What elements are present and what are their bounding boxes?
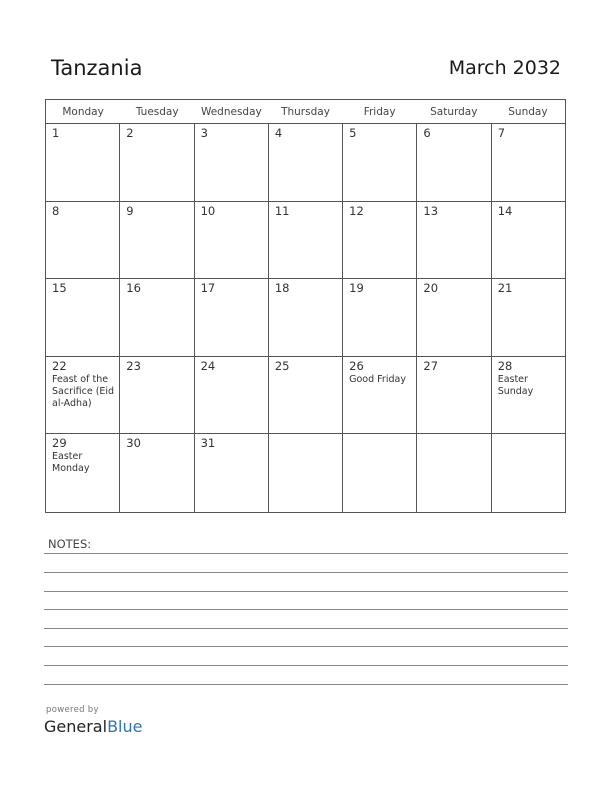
note-line bbox=[44, 628, 568, 629]
day-cell bbox=[120, 202, 194, 279]
day-cell bbox=[120, 357, 194, 434]
day-number: 2 bbox=[126, 126, 134, 140]
day-number: 22 bbox=[52, 358, 67, 373]
calendar-weeks bbox=[46, 124, 565, 512]
notes-label: NOTES: bbox=[48, 537, 92, 551]
note-line bbox=[44, 591, 568, 592]
day-number: 18 bbox=[274, 281, 290, 296]
weekday-wednesday: Wednesday bbox=[200, 106, 262, 118]
day-cell bbox=[492, 202, 565, 279]
day-cell bbox=[492, 357, 565, 434]
day-cell bbox=[195, 124, 269, 201]
day-cell bbox=[269, 124, 343, 201]
day-number: 9 bbox=[126, 203, 134, 218]
day-cell bbox=[269, 279, 343, 356]
day-cell bbox=[492, 279, 565, 356]
day-cell bbox=[120, 434, 194, 512]
day-number: 14 bbox=[497, 203, 513, 218]
powered-by-text: powered by bbox=[46, 705, 99, 715]
day-number: 12 bbox=[349, 203, 364, 218]
day-cell bbox=[492, 434, 565, 512]
day-cell bbox=[46, 434, 120, 512]
day-number: 15 bbox=[52, 281, 67, 296]
day-number: 4 bbox=[274, 126, 283, 140]
day-number: 26 bbox=[349, 358, 364, 373]
weekday-sunday: Sunday bbox=[508, 106, 548, 118]
day-cell bbox=[46, 279, 120, 356]
weekday-header-row bbox=[46, 100, 565, 124]
day-cell bbox=[46, 202, 120, 279]
day-cell bbox=[120, 279, 194, 356]
day-number: 7 bbox=[497, 126, 506, 140]
day-number: 3 bbox=[200, 126, 208, 140]
note-line bbox=[44, 684, 568, 685]
holiday-label: Good Friday bbox=[349, 373, 406, 385]
day-number: 11 bbox=[274, 203, 290, 218]
holiday-label: Easter Sunday bbox=[497, 373, 534, 397]
generalblue-logo[interactable] bbox=[44, 717, 142, 736]
day-cell bbox=[417, 202, 491, 279]
note-line bbox=[44, 572, 568, 573]
note-line bbox=[44, 665, 568, 666]
day-number: 29 bbox=[52, 436, 67, 451]
day-number: 8 bbox=[52, 203, 60, 218]
weekday-monday: Monday bbox=[62, 106, 104, 118]
calendar-week-row bbox=[46, 357, 565, 435]
month-year-title: March 2032 bbox=[448, 57, 561, 79]
day-number: 16 bbox=[126, 281, 141, 296]
day-number: 19 bbox=[349, 281, 364, 296]
day-cell bbox=[343, 357, 417, 434]
weekday-saturday: Saturday bbox=[430, 106, 478, 118]
calendar-grid bbox=[45, 99, 566, 513]
day-cell bbox=[195, 202, 269, 279]
day-cell bbox=[343, 202, 417, 279]
day-number: 23 bbox=[126, 358, 141, 373]
day-cell bbox=[46, 124, 120, 201]
day-cell bbox=[195, 279, 269, 356]
note-line bbox=[44, 553, 568, 554]
day-number: 27 bbox=[423, 358, 439, 373]
weekday-tuesday: Tuesday bbox=[135, 106, 179, 118]
weekday-friday: Friday bbox=[363, 106, 396, 118]
day-cell bbox=[417, 434, 491, 512]
day-cell bbox=[120, 124, 194, 201]
day-cell bbox=[269, 434, 343, 512]
country-title: Tanzania bbox=[51, 56, 143, 80]
day-number: 5 bbox=[349, 126, 357, 140]
day-number: 20 bbox=[423, 281, 439, 296]
logo-blue-text: Blue bbox=[107, 717, 143, 736]
logo-general-text: General bbox=[44, 717, 108, 736]
day-number: 10 bbox=[200, 203, 216, 218]
calendar-week-row bbox=[46, 202, 565, 280]
day-cell bbox=[195, 357, 269, 434]
day-number: 1 bbox=[52, 126, 60, 140]
note-line bbox=[44, 609, 568, 610]
day-cell bbox=[269, 202, 343, 279]
day-number: 17 bbox=[200, 281, 216, 296]
day-number: 25 bbox=[274, 358, 290, 373]
day-cell bbox=[343, 279, 417, 356]
day-cell bbox=[269, 357, 343, 434]
day-cell bbox=[417, 279, 491, 356]
day-cell bbox=[417, 357, 491, 434]
day-cell bbox=[195, 434, 269, 512]
day-number: 21 bbox=[497, 281, 513, 296]
holiday-label: Feast of the Sacrifice (Eid al-Adha) bbox=[52, 373, 115, 409]
calendar-week-row bbox=[46, 434, 565, 512]
day-number: 24 bbox=[200, 358, 216, 373]
day-cell bbox=[343, 124, 417, 201]
day-cell bbox=[343, 434, 417, 512]
day-cell bbox=[492, 124, 565, 201]
day-number: 31 bbox=[200, 436, 216, 451]
day-cell bbox=[417, 124, 491, 201]
day-number: 28 bbox=[497, 358, 513, 373]
day-number: 13 bbox=[423, 203, 439, 218]
holiday-label: Easter Monday bbox=[52, 451, 90, 475]
calendar-week-row bbox=[46, 279, 565, 357]
day-number: 30 bbox=[126, 436, 141, 451]
calendar-week-row bbox=[46, 124, 565, 202]
day-cell bbox=[46, 357, 120, 434]
weekday-thursday: Thursday bbox=[281, 106, 330, 118]
note-line bbox=[44, 646, 568, 647]
day-number: 6 bbox=[423, 126, 431, 140]
